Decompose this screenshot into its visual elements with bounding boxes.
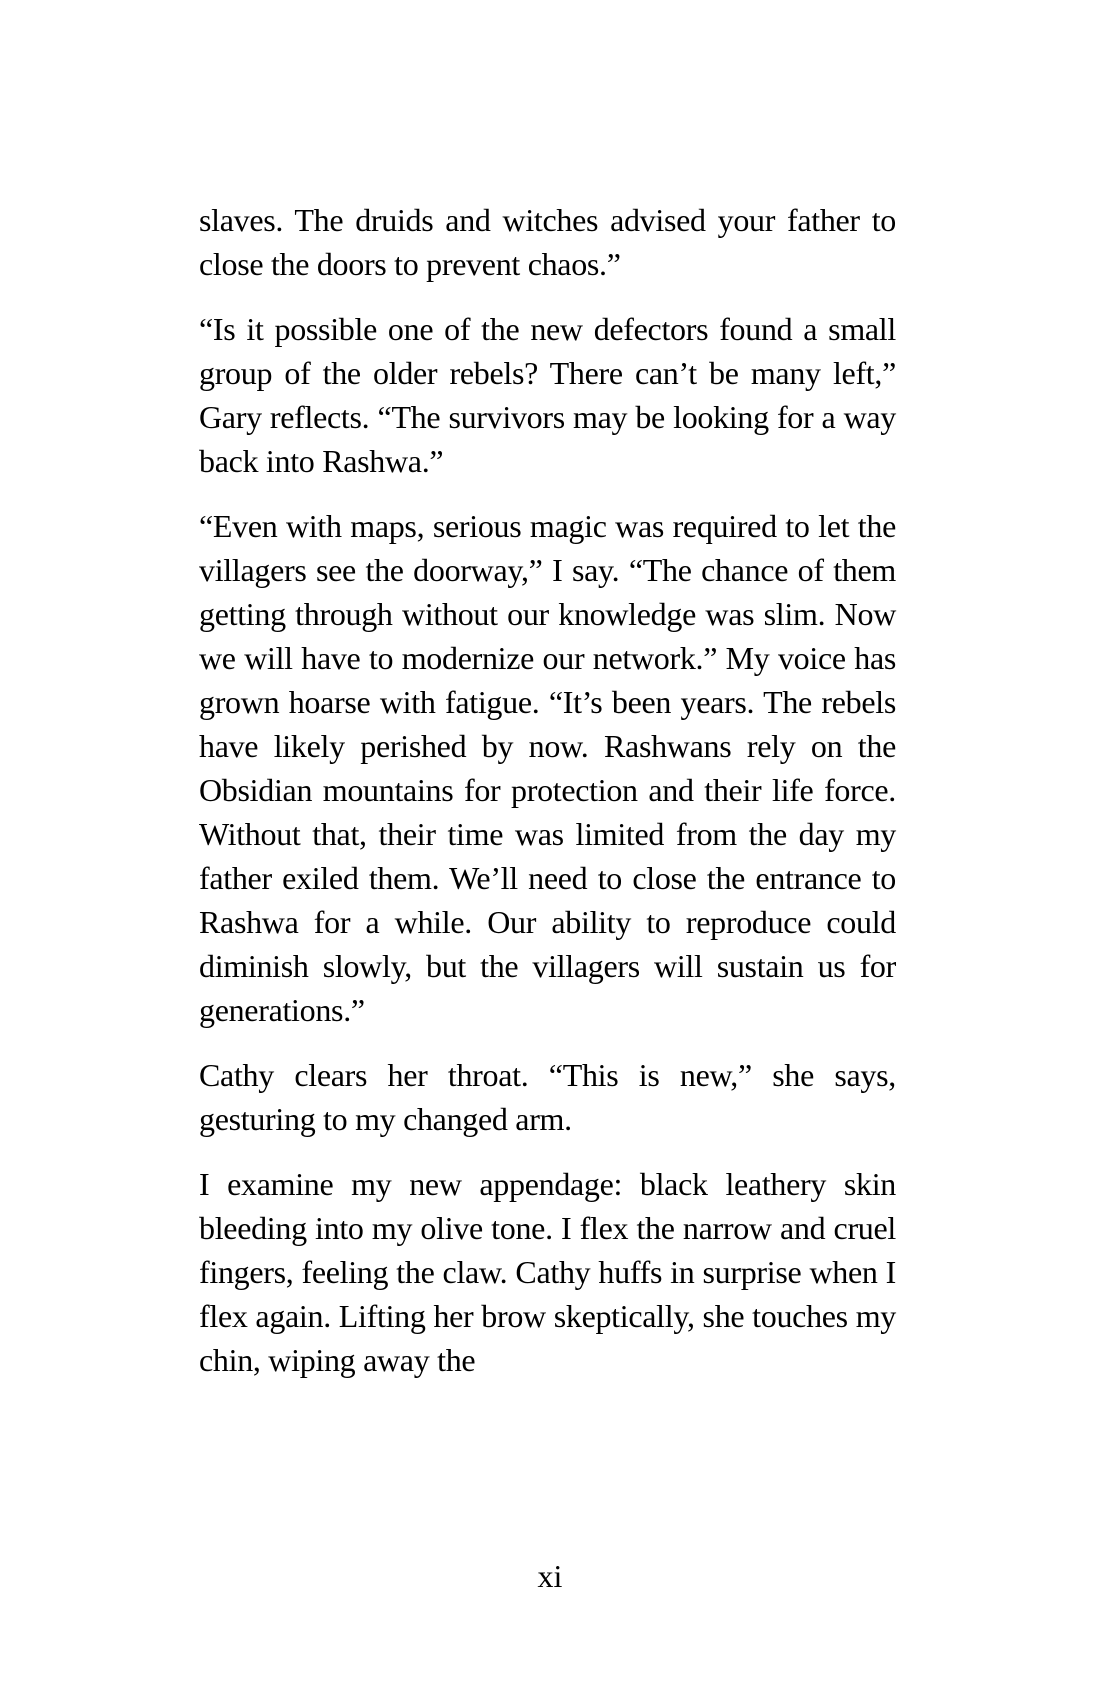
paragraph-1: slaves. The druids and witches advised your father to close the doors to prevent chaos.” xyxy=(199,202,896,282)
page-body xyxy=(199,198,896,1403)
paragraph-3: “Even with maps, serious magic was required to let the villagers see the doorway,” I say. “The chance of them getting through without our knowledge was slim. Now we will have to modernize our network.” My voice has grown hoarse with fatigue. “It’s been years. The rebels have likely perished by now. Rashwans rely on the Obsidian mountains for protection and their life force. Without that, their time was limited from the day my father exiled them. We’ll need to close the entrance to Rashwa for a while. Our ability to reproduce could diminish slowly, but the villagers will sustain us for generations.” xyxy=(199,508,896,1028)
page-number: xi xyxy=(537,1558,563,1594)
paragraph-5: I examine my new appendage: black leathery skin bleeding into my olive tone. I flex the narrow and cruel fingers, feeling the claw. Cathy huffs in surprise when I flex again. Lifting her brow skeptically, she touches my chin, wiping away the xyxy=(199,1166,896,1378)
paragraph-4: Cathy clears her throat. “This is new,” she says, gesturing to my changed arm. xyxy=(199,1057,896,1137)
paragraph-2: “Is it possible one of the new defectors found a small group of the older rebels? There can’t be many left,” Gary reflects. “The survivors may be looking for a way back into Rashwa.” xyxy=(199,311,896,479)
